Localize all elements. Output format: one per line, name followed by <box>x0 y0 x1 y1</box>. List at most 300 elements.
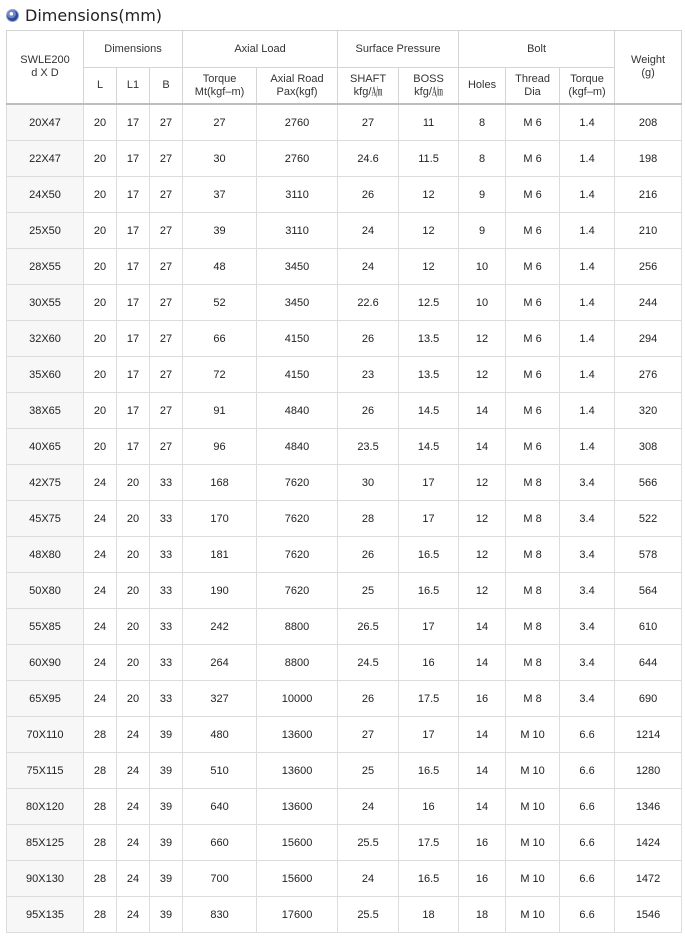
l-cell: 24 <box>84 681 117 717</box>
boss-cell: 17 <box>399 609 459 645</box>
thread-cell: M 8 <box>506 681 560 717</box>
weight-cell: 198 <box>615 141 682 177</box>
bolt-torque-cell: 6.6 <box>560 825 615 861</box>
boss-header <box>399 68 459 105</box>
l1-cell: 20 <box>117 681 150 717</box>
model-cell: 48X80 <box>7 537 84 573</box>
torque-mt-cell: 190 <box>183 573 257 609</box>
bolt-torque-header <box>560 68 615 105</box>
l-cell: 24 <box>84 537 117 573</box>
l-cell: 24 <box>84 501 117 537</box>
l1-cell: 24 <box>117 861 150 897</box>
shaft-cell: 24.5 <box>338 645 399 681</box>
bolt-torque-cell: 1.4 <box>560 141 615 177</box>
l1-header: L1 <box>117 68 150 105</box>
boss-cell: 12 <box>399 213 459 249</box>
axial-road-cell: 3450 <box>257 285 338 321</box>
thread-cell: M 6 <box>506 141 560 177</box>
shaft-cell: 26 <box>338 393 399 429</box>
b-cell: 27 <box>150 177 183 213</box>
axial-road-cell: 15600 <box>257 861 338 897</box>
holes-cell: 12 <box>459 357 506 393</box>
shaft-cell: 24.6 <box>338 141 399 177</box>
l1-cell: 20 <box>117 537 150 573</box>
torque-mt-cell: 96 <box>183 429 257 465</box>
axial-road-cell: 3110 <box>257 177 338 213</box>
table-row <box>7 285 682 321</box>
bolt-torque-cell: 6.6 <box>560 753 615 789</box>
l1-cell: 17 <box>117 141 150 177</box>
weight-cell: 320 <box>615 393 682 429</box>
l1-cell: 20 <box>117 645 150 681</box>
torque-mt-cell: 37 <box>183 177 257 213</box>
table-row <box>7 861 682 897</box>
l-cell: 20 <box>84 393 117 429</box>
bolt-torque-cell: 3.4 <box>560 681 615 717</box>
b-cell: 33 <box>150 573 183 609</box>
holes-cell: 12 <box>459 465 506 501</box>
axial-road-cell: 2760 <box>257 141 338 177</box>
holes-cell: 10 <box>459 249 506 285</box>
thread-cell: M 10 <box>506 825 560 861</box>
thread-cell: M 8 <box>506 645 560 681</box>
model-cell: 24X50 <box>7 177 84 213</box>
axial-road-cell: 7620 <box>257 501 338 537</box>
bullet-icon <box>6 9 19 22</box>
bolt-torque-cell: 3.4 <box>560 645 615 681</box>
model-cell: 90X130 <box>7 861 84 897</box>
model-cell: 40X65 <box>7 429 84 465</box>
boss-cell: 17.5 <box>399 681 459 717</box>
axial-road-cell: 13600 <box>257 789 338 825</box>
b-cell: 33 <box>150 537 183 573</box>
shaft-cell: 25 <box>338 753 399 789</box>
thread-cell: M 6 <box>506 357 560 393</box>
shaft-cell: 26 <box>338 321 399 357</box>
torque-mt-cell: 91 <box>183 393 257 429</box>
shaft-cell: 24 <box>338 789 399 825</box>
l-cell: 20 <box>84 141 117 177</box>
holes-cell: 14 <box>459 429 506 465</box>
l1-cell: 17 <box>117 249 150 285</box>
thread-cell: M 6 <box>506 393 560 429</box>
shaft-cell: 26 <box>338 537 399 573</box>
thread-cell: M 6 <box>506 321 560 357</box>
surface-pressure-header: Surface Pressure <box>338 31 459 68</box>
axial-road-line1: Axial Road <box>270 72 324 85</box>
thread-cell: M 6 <box>506 249 560 285</box>
weight-cell: 644 <box>615 645 682 681</box>
boss-cell: 17 <box>399 501 459 537</box>
bolt-torque-cell: 1.4 <box>560 177 615 213</box>
model-cell: 35X60 <box>7 357 84 393</box>
bolt-torque-cell: 1.4 <box>560 213 615 249</box>
weight-cell: 1280 <box>615 753 682 789</box>
shaft-cell: 30 <box>338 465 399 501</box>
torque-mt-cell: 66 <box>183 321 257 357</box>
shaft-cell: 25.5 <box>338 897 399 933</box>
l1-cell: 17 <box>117 213 150 249</box>
torque-mt-cell: 640 <box>183 789 257 825</box>
holes-cell: 14 <box>459 393 506 429</box>
holes-cell: 14 <box>459 609 506 645</box>
weight-cell: 276 <box>615 357 682 393</box>
shaft-cell: 28 <box>338 501 399 537</box>
boss-cell: 18 <box>399 897 459 933</box>
torque-mt-cell: 700 <box>183 861 257 897</box>
bolt-header: Bolt <box>459 31 615 68</box>
b-header: B <box>150 68 183 105</box>
holes-cell: 12 <box>459 573 506 609</box>
model-cell: 20X47 <box>7 104 84 141</box>
section-title <box>6 4 162 26</box>
shaft-cell: 26 <box>338 177 399 213</box>
torque-mt-cell: 264 <box>183 645 257 681</box>
table-row <box>7 573 682 609</box>
shaft-line1: SHAFT <box>350 72 387 85</box>
b-cell: 27 <box>150 104 183 141</box>
axial-road-cell: 4150 <box>257 321 338 357</box>
thread-cell: M 10 <box>506 861 560 897</box>
bolt-torque-cell: 3.4 <box>560 609 615 645</box>
boss-cell: 17 <box>399 465 459 501</box>
torque-mt-cell: 30 <box>183 141 257 177</box>
weight-header-line2: (g) <box>641 67 655 79</box>
thread-cell: M 8 <box>506 537 560 573</box>
l1-cell: 17 <box>117 429 150 465</box>
axial-road-cell: 7620 <box>257 465 338 501</box>
axial-road-cell: 4840 <box>257 429 338 465</box>
torque-mt-cell: 480 <box>183 717 257 753</box>
axial-road-cell: 15600 <box>257 825 338 861</box>
axial-road-cell: 7620 <box>257 573 338 609</box>
weight-cell: 1346 <box>615 789 682 825</box>
l1-cell: 20 <box>117 609 150 645</box>
b-cell: 33 <box>150 501 183 537</box>
torque-mt-header <box>183 68 257 105</box>
boss-cell: 16.5 <box>399 861 459 897</box>
l-cell: 20 <box>84 104 117 141</box>
l1-cell: 24 <box>117 897 150 933</box>
axial-road-line2: Pax(kgf) <box>276 85 318 98</box>
model-cell: 55X85 <box>7 609 84 645</box>
shaft-cell: 22.6 <box>338 285 399 321</box>
holes-cell: 8 <box>459 104 506 141</box>
boss-cell: 14.5 <box>399 429 459 465</box>
thread-cell: M 8 <box>506 501 560 537</box>
l-cell: 20 <box>84 285 117 321</box>
torque-mt-cell: 170 <box>183 501 257 537</box>
thread-cell: M 8 <box>506 609 560 645</box>
model-cell: 28X55 <box>7 249 84 285</box>
weight-cell: 1472 <box>615 861 682 897</box>
torque-mt-cell: 39 <box>183 213 257 249</box>
model-cell: 22X47 <box>7 141 84 177</box>
torque-mt-cell: 830 <box>183 897 257 933</box>
l1-cell: 20 <box>117 501 150 537</box>
table-row <box>7 321 682 357</box>
b-cell: 27 <box>150 321 183 357</box>
thread-cell: M 10 <box>506 897 560 933</box>
thread-header <box>506 68 560 105</box>
b-cell: 27 <box>150 141 183 177</box>
table-row <box>7 825 682 861</box>
model-cell: 75X115 <box>7 753 84 789</box>
axial-road-cell: 10000 <box>257 681 338 717</box>
boss-cell: 16 <box>399 645 459 681</box>
weight-cell: 1214 <box>615 717 682 753</box>
holes-cell: 14 <box>459 645 506 681</box>
holes-cell: 12 <box>459 537 506 573</box>
b-cell: 39 <box>150 789 183 825</box>
weight-cell: 244 <box>615 285 682 321</box>
weight-cell: 256 <box>615 249 682 285</box>
dimensions-header: Dimensions <box>84 31 183 68</box>
boss-cell: 17.5 <box>399 825 459 861</box>
holes-cell: 9 <box>459 213 506 249</box>
thread-cell: M 8 <box>506 465 560 501</box>
table-row <box>7 357 682 393</box>
bolt-torque-cell: 3.4 <box>560 573 615 609</box>
holes-cell: 16 <box>459 681 506 717</box>
torque-mt-line2: Mt(kgf–m) <box>194 85 245 98</box>
bolt-torque-line2: (kgf–m) <box>568 85 606 98</box>
boss-line2: kfg/㏟ <box>414 85 443 98</box>
weight-cell: 522 <box>615 501 682 537</box>
b-cell: 33 <box>150 465 183 501</box>
table-row <box>7 213 682 249</box>
shaft-cell: 27 <box>338 104 399 141</box>
l-cell: 20 <box>84 429 117 465</box>
holes-cell: 14 <box>459 789 506 825</box>
axial-road-cell: 4840 <box>257 393 338 429</box>
l-cell: 24 <box>84 645 117 681</box>
torque-mt-cell: 510 <box>183 753 257 789</box>
table-row <box>7 717 682 753</box>
table-row <box>7 753 682 789</box>
thread-cell: M 10 <box>506 753 560 789</box>
b-cell: 27 <box>150 429 183 465</box>
b-cell: 33 <box>150 681 183 717</box>
model-cell: 85X125 <box>7 825 84 861</box>
holes-cell: 14 <box>459 753 506 789</box>
thread-cell: M 6 <box>506 285 560 321</box>
l1-cell: 24 <box>117 789 150 825</box>
torque-mt-cell: 242 <box>183 609 257 645</box>
l-cell: 28 <box>84 717 117 753</box>
bolt-torque-cell: 3.4 <box>560 537 615 573</box>
bolt-torque-cell: 1.4 <box>560 249 615 285</box>
l-cell: 20 <box>84 357 117 393</box>
axial-road-cell: 13600 <box>257 753 338 789</box>
l-cell: 24 <box>84 609 117 645</box>
b-cell: 39 <box>150 717 183 753</box>
b-cell: 27 <box>150 357 183 393</box>
torque-mt-cell: 327 <box>183 681 257 717</box>
holes-cell: 12 <box>459 321 506 357</box>
l1-cell: 24 <box>117 717 150 753</box>
torque-mt-cell: 48 <box>183 249 257 285</box>
holes-cell: 12 <box>459 501 506 537</box>
holes-header: Holes <box>459 68 506 105</box>
weight-cell: 566 <box>615 465 682 501</box>
model-cell: 30X55 <box>7 285 84 321</box>
boss-cell: 13.5 <box>399 321 459 357</box>
axial-load-header: Axial Load <box>183 31 338 68</box>
l-cell: 28 <box>84 897 117 933</box>
table-row <box>7 537 682 573</box>
table-row <box>7 609 682 645</box>
model-cell: 80X120 <box>7 789 84 825</box>
l-header: L <box>84 68 117 105</box>
weight-cell: 208 <box>615 104 682 141</box>
holes-cell: 8 <box>459 141 506 177</box>
l-cell: 20 <box>84 321 117 357</box>
table-row <box>7 465 682 501</box>
table-row <box>7 104 682 141</box>
axial-road-cell: 7620 <box>257 537 338 573</box>
model-cell: 38X65 <box>7 393 84 429</box>
shaft-line2: kfg/㏟ <box>353 85 383 98</box>
torque-mt-cell: 168 <box>183 465 257 501</box>
weight-cell: 690 <box>615 681 682 717</box>
boss-line1: BOSS <box>413 72 444 85</box>
weight-cell: 210 <box>615 213 682 249</box>
holes-cell: 9 <box>459 177 506 213</box>
bolt-torque-cell: 1.4 <box>560 393 615 429</box>
thread-cell: M 8 <box>506 573 560 609</box>
b-cell: 27 <box>150 393 183 429</box>
weight-header <box>615 31 682 105</box>
thread-cell: M 10 <box>506 717 560 753</box>
b-cell: 27 <box>150 213 183 249</box>
l-cell: 20 <box>84 213 117 249</box>
b-cell: 39 <box>150 861 183 897</box>
axial-road-cell: 17600 <box>257 897 338 933</box>
table-row <box>7 177 682 213</box>
shaft-cell: 24 <box>338 249 399 285</box>
torque-mt-cell: 660 <box>183 825 257 861</box>
bolt-torque-cell: 6.6 <box>560 717 615 753</box>
bolt-torque-cell: 1.4 <box>560 321 615 357</box>
table-row <box>7 141 682 177</box>
boss-cell: 17 <box>399 717 459 753</box>
thread-cell: M 10 <box>506 789 560 825</box>
table-row <box>7 789 682 825</box>
bolt-torque-cell: 3.4 <box>560 501 615 537</box>
b-cell: 33 <box>150 645 183 681</box>
table-row <box>7 897 682 933</box>
boss-cell: 16.5 <box>399 573 459 609</box>
torque-mt-line1: Torque <box>202 72 237 85</box>
l1-cell: 24 <box>117 753 150 789</box>
table-row <box>7 681 682 717</box>
weight-cell: 294 <box>615 321 682 357</box>
holes-cell: 14 <box>459 717 506 753</box>
l-cell: 24 <box>84 573 117 609</box>
axial-road-cell: 13600 <box>257 717 338 753</box>
l-cell: 20 <box>84 177 117 213</box>
shaft-cell: 27 <box>338 717 399 753</box>
axial-road-cell: 4150 <box>257 357 338 393</box>
model-cell: 25X50 <box>7 213 84 249</box>
section-title-text: Dimensions(mm) <box>25 5 163 25</box>
table-row <box>7 429 682 465</box>
l-cell: 24 <box>84 465 117 501</box>
thread-cell: M 6 <box>506 177 560 213</box>
thread-cell: M 6 <box>506 213 560 249</box>
weight-cell: 308 <box>615 429 682 465</box>
model-header-line2: d X D <box>31 67 59 79</box>
axial-road-cell: 3450 <box>257 249 338 285</box>
b-cell: 27 <box>150 285 183 321</box>
model-cell: 95X135 <box>7 897 84 933</box>
boss-cell: 11.5 <box>399 141 459 177</box>
bolt-torque-cell: 6.6 <box>560 897 615 933</box>
l1-cell: 17 <box>117 393 150 429</box>
boss-cell: 16 <box>399 789 459 825</box>
bolt-torque-cell: 1.4 <box>560 429 615 465</box>
table-row <box>7 501 682 537</box>
l-cell: 28 <box>84 789 117 825</box>
weight-cell: 578 <box>615 537 682 573</box>
boss-cell: 12 <box>399 249 459 285</box>
shaft-header <box>338 68 399 105</box>
spec-table <box>6 30 682 933</box>
shaft-cell: 25 <box>338 573 399 609</box>
holes-cell: 18 <box>459 897 506 933</box>
l-cell: 28 <box>84 753 117 789</box>
l1-cell: 20 <box>117 573 150 609</box>
table-row <box>7 393 682 429</box>
axial-road-cell: 2760 <box>257 104 338 141</box>
axial-road-cell: 8800 <box>257 645 338 681</box>
model-header <box>7 31 84 105</box>
model-cell: 32X60 <box>7 321 84 357</box>
weight-cell: 610 <box>615 609 682 645</box>
axial-road-cell: 8800 <box>257 609 338 645</box>
model-cell: 65X95 <box>7 681 84 717</box>
shaft-cell: 25.5 <box>338 825 399 861</box>
l1-cell: 17 <box>117 321 150 357</box>
boss-cell: 12 <box>399 177 459 213</box>
spec-table-wrapper <box>6 30 681 933</box>
weight-header-line1: Weight <box>631 54 666 66</box>
shaft-cell: 26.5 <box>338 609 399 645</box>
boss-cell: 16.5 <box>399 753 459 789</box>
thread-line1: Thread <box>515 72 550 85</box>
boss-cell: 14.5 <box>399 393 459 429</box>
torque-mt-cell: 27 <box>183 104 257 141</box>
table-body <box>7 104 682 933</box>
l1-cell: 17 <box>117 177 150 213</box>
l1-cell: 17 <box>117 285 150 321</box>
l-cell: 28 <box>84 825 117 861</box>
l1-cell: 17 <box>117 104 150 141</box>
bolt-torque-cell: 1.4 <box>560 285 615 321</box>
thread-cell: M 6 <box>506 429 560 465</box>
axial-road-header <box>257 68 338 105</box>
model-cell: 50X80 <box>7 573 84 609</box>
model-header-line1: SWLE200 <box>20 54 70 66</box>
b-cell: 33 <box>150 609 183 645</box>
weight-cell: 1424 <box>615 825 682 861</box>
bolt-torque-cell: 1.4 <box>560 104 615 141</box>
axial-road-cell: 3110 <box>257 213 338 249</box>
shaft-cell: 23.5 <box>338 429 399 465</box>
table-row <box>7 645 682 681</box>
b-cell: 27 <box>150 249 183 285</box>
